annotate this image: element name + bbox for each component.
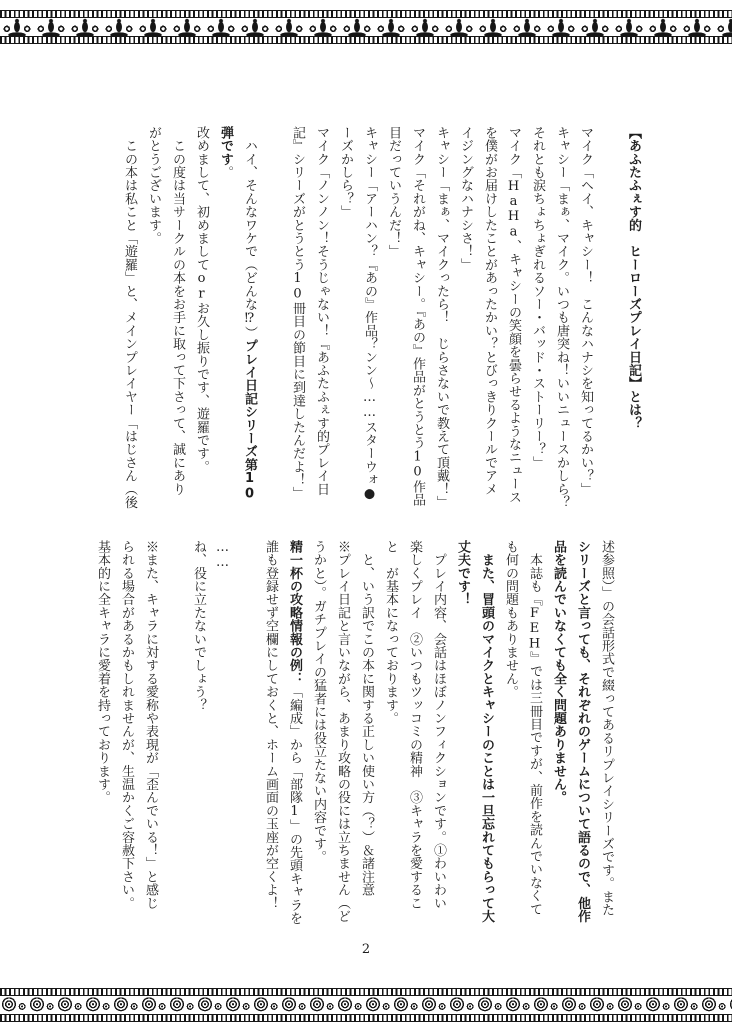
floral-ornament-band xyxy=(0,18,732,36)
text-column: ※また、キャラに対する愛称や表現が「歪んでいる！」と感じ xyxy=(143,540,158,910)
text-column: プレイ内容、会話はほぼノンフィクションです。①わいわい xyxy=(431,540,446,910)
text-column: ね、役に立たないでしょう？ xyxy=(191,540,206,712)
text-column: ※プレイ日記と言いながら、あまり攻略の役には立ちません（ど xyxy=(335,540,350,923)
text-column: られる場合があるかもしれませんが、生温かくご容赦下さい。 xyxy=(119,540,134,910)
text-column: 誰も登録せず空欄にしておくと、ホーム画面の玉座が空くよ！ xyxy=(263,540,278,910)
text-column: イジングなハナシさ！」 xyxy=(458,126,473,272)
text-column: 述参照）」の会話形式で綴ってあるリプレイシリーズです。また xyxy=(599,540,614,917)
text-column: シリーズと言っても、それぞれのゲームについて語るので、他作 xyxy=(575,540,590,923)
text-column: この度は当サークルの本をお手に取って下さって、誠にあり xyxy=(170,126,185,496)
text-column: 精一杯の攻略情報の例：「編成」から「部隊1」の先頭キャラを xyxy=(287,540,302,925)
text-column: この本は私こと「遊羅」と、メインプレイヤー「はじさん（後 xyxy=(122,126,137,509)
text-column: キャシー「まぁ、マイクったら！ じらさないで教えて頂戴！」 xyxy=(434,126,449,509)
border-tick-row xyxy=(0,10,732,18)
text-column: キャシー「アーハン？『あの』作品？ンン〜……スターウォ● xyxy=(362,126,377,502)
text-column: 目だっていうんだ！」 xyxy=(386,126,401,258)
text-column: 基本的に全キャラに愛着を持っております。 xyxy=(95,540,110,804)
text-column: …… xyxy=(215,540,230,571)
text-column: それとも涙ちょちょぎれるソー・バッド・ストーリー？」 xyxy=(530,126,545,470)
text-column: 品を読んでいなくても全く問題ありません。 xyxy=(551,540,566,804)
text-column: マイク「ノンノン！そうじゃない！『あふたふぇす的プレイ日 xyxy=(314,126,329,496)
text-column: うかと）。ガチプレイの猛者には役立たない内容です。 xyxy=(311,540,326,864)
text-column: 改めまして、初めましてorお久し振りです、遊羅です。 xyxy=(194,126,209,474)
text-column: マイク「ヘイ、キャシー！ こんなハナシを知ってるかい？」 xyxy=(578,126,593,496)
text-column: マイク「それがね、キャシー。『あの』作品がとうとう10作品 xyxy=(410,126,425,507)
text-column: 記』シリーズがとうとう10冊目の節目に到達したんだよ！」 xyxy=(290,126,305,500)
text-column: がとうございます。 xyxy=(146,126,161,245)
text-column: と が基本になっております。 xyxy=(383,540,398,725)
blank-column xyxy=(234,540,258,928)
text-column: 楽しくプレイ ②いつもツッコミの精神 ③キャラを愛するこ xyxy=(407,540,422,910)
ornamental-border-top xyxy=(0,10,732,44)
text-column: キャシー「まぁ、マイク。いつも唐突ね！いいニュースかしら？ xyxy=(554,126,569,509)
page-number: 2 xyxy=(361,942,371,957)
text-column: と、いう訳でこの本に関する正しい使い方（？）＆諸注意 xyxy=(359,540,374,897)
text-column: 【あふたふぇす的 ヒーローズプレイ日記】とは？ xyxy=(626,126,641,430)
border-tick-row xyxy=(0,1014,732,1022)
text-column: 丈夫です！ xyxy=(455,540,470,606)
blank-column xyxy=(261,126,285,514)
text-column: 弾です。 xyxy=(218,126,233,179)
scroll-ornament-band xyxy=(0,996,732,1014)
text-column: ーズかしら？」 xyxy=(338,126,353,219)
blank-column xyxy=(162,540,186,928)
border-tick-row xyxy=(0,36,732,44)
text-column: 本誌も『FEH』では三冊目ですが、前作を読んでいなくて xyxy=(527,540,542,916)
text-column: も何の問題もありません。 xyxy=(503,540,518,699)
ornamental-border-bottom xyxy=(0,988,732,1022)
intro-dialogue-block xyxy=(117,126,645,514)
text-column: ハイ、そんなワケで（どんな⁉）プレイ日記シリーズ第10 xyxy=(242,126,257,502)
text-column: を僕がお届けしたことがあったかい？とびっきりクールでアメ xyxy=(482,126,497,496)
series-description-block xyxy=(90,540,618,928)
border-tick-row xyxy=(0,988,732,996)
blank-column xyxy=(597,126,621,514)
text-column: また、冒頭のマイクとキャシーのことは一旦忘れてもらって大 xyxy=(479,540,494,923)
text-column: マイク「HaHa、キャシーの笑顔を曇らせるようなニュース xyxy=(506,126,521,504)
